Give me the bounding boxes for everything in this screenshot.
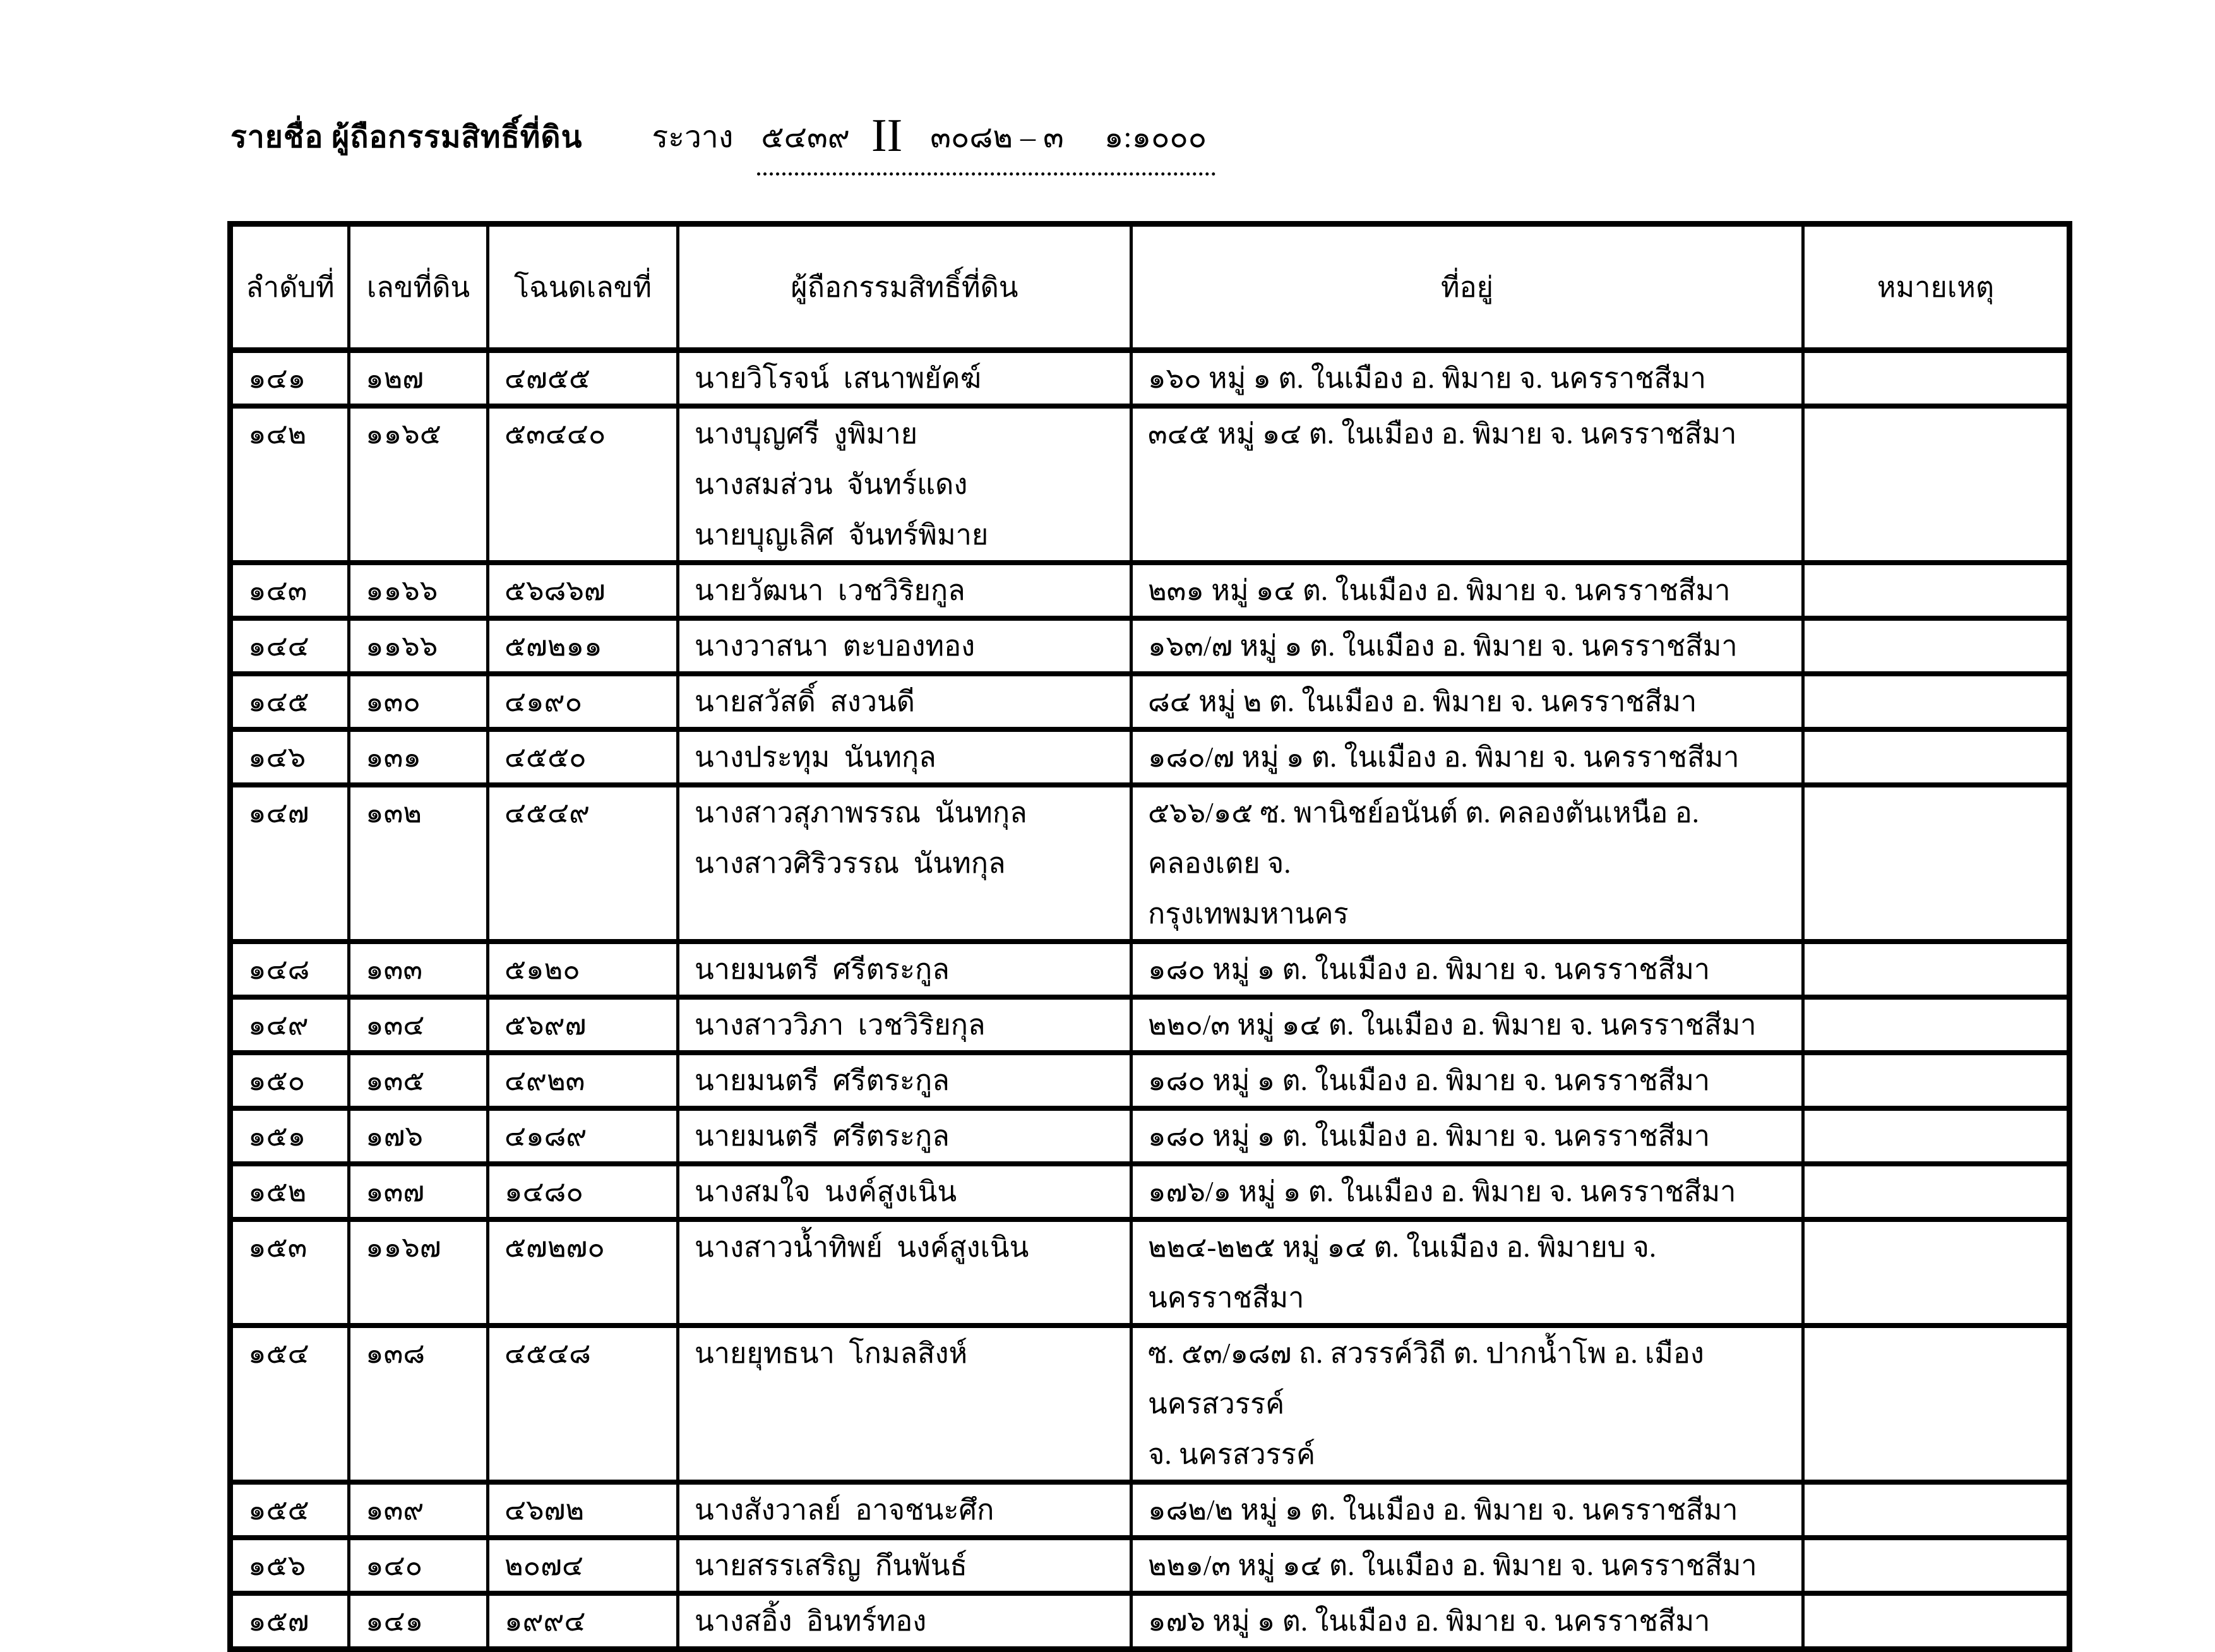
cell-address [1131, 1108, 1803, 1164]
cell-address [1131, 674, 1803, 729]
cell-owner-names-line: นายสรรเสริญ กึนพันธ์ [695, 1550, 967, 1581]
table-row [230, 1164, 2070, 1219]
cell-land-number: ๑๑๖๖ [349, 563, 488, 618]
cell-address-line: ๑๗๖ หมู่ ๑ ต. ในเมือง อ. พิมาย จ. นครราชสีมา [1148, 1605, 1711, 1637]
cell-order-number: ๑๔๕ [230, 674, 349, 729]
cell-deed-number: ๔๕๔๘ [488, 1326, 678, 1482]
cell-land-number: ๑๑๖๗ [349, 1219, 488, 1326]
cell-owner-names-line: นางบุญศรี งูพิมาย [695, 418, 918, 450]
cell-deed-number: ๕๑๒๐ [488, 942, 678, 997]
cell-order-number: ๑๕๗ [230, 1593, 349, 1649]
cell-remark [1803, 1164, 2070, 1219]
cell-land-number: ๑๓๘ [349, 1326, 488, 1482]
cell-order-number: ๑๔๔ [230, 618, 349, 674]
cell-address-line: ๑๗๖/๑ หมู่ ๑ ต. ในเมือง อ. พิมาย จ. นครราชสีมา [1148, 1176, 1736, 1207]
header-deed-number: โฉนดเลขที่ [488, 224, 678, 350]
cell-land-number: ๑๓๑ [349, 729, 488, 785]
cell-order-number: ๑๕๒ [230, 1164, 349, 1219]
table-row [230, 942, 2070, 997]
cell-address [1131, 1538, 1803, 1593]
cell-deed-number: ๕๗๒๑๑ [488, 618, 678, 674]
cell-address [1131, 942, 1803, 997]
cell-owner-names-line: นายมนตรี ศรีตระกูล [695, 1065, 950, 1096]
cell-deed-number: ๕๓๔๔๐ [488, 406, 678, 563]
cell-owner-names [678, 1219, 1131, 1326]
cell-land-number: ๑๓๐ [349, 674, 488, 729]
cell-deed-number: ๕๗๒๗๐ [488, 1219, 678, 1326]
cell-owner-names [678, 563, 1131, 618]
cell-deed-number: ๔๕๕๐ [488, 729, 678, 785]
cell-deed-number: ๔๑๘๙ [488, 1108, 678, 1164]
cell-owner-names-line: นางสาวศิริวรรณ นันทกุล [695, 847, 1006, 879]
table-row [230, 729, 2070, 785]
cell-address [1131, 1593, 1803, 1649]
table-row [230, 997, 2070, 1053]
cell-address [1131, 785, 1803, 942]
cell-order-number: ๑๕๐ [230, 1053, 349, 1108]
cell-land-number: ๑๓๙ [349, 1482, 488, 1538]
cell-owner-names-line: นางสาวสุภาพรรณ นันทกุล [695, 797, 1027, 829]
cell-owner-names-line: นางสมส่วน จันทร์แดง [695, 469, 968, 500]
table-row [230, 1219, 2070, 1326]
sheet-roman-numeral: II [871, 110, 903, 162]
cell-owner-names [678, 406, 1131, 563]
cell-owner-names-line: นายมนตรี ศรีตระกูล [695, 954, 950, 985]
cell-address-line: ๒๓๑ หมู่ ๑๔ ต. ในเมือง อ. พิมาย จ. นครราชสีมา [1148, 575, 1731, 606]
cell-owner-names [678, 1108, 1131, 1164]
table-row [230, 1108, 2070, 1164]
cell-remark [1803, 1326, 2070, 1482]
cell-land-number: ๑๓๗ [349, 1164, 488, 1219]
cell-land-number: ๑๔๐ [349, 1538, 488, 1593]
cell-deed-number: ๔๕๔๙ [488, 785, 678, 942]
cell-owner-names-line: นายวิโรจน์ เสนาพยัคฆ์ [695, 362, 982, 394]
cell-land-number: ๑๓๕ [349, 1053, 488, 1108]
cell-remark [1803, 1053, 2070, 1108]
table-row [230, 674, 2070, 729]
page-title: รายชื่อ ผู้ถือกรรมสิทธิ์ที่ดิน [230, 121, 583, 154]
cell-address [1131, 350, 1803, 407]
table-row [230, 1538, 2070, 1593]
table-row [230, 350, 2070, 407]
cell-remark [1803, 997, 2070, 1053]
cell-address-line: ซ. ๕๓/๑๘๗ ถ. สวรรค์วิถี ต. ปากน้ำโพ อ. เมืองนครสวรรค์ [1148, 1338, 1704, 1420]
cell-owner-names [678, 350, 1131, 407]
cell-address-line: ๑๖๐ หมู่ ๑ ต. ในเมือง อ. พิมาย จ. นครราชสีมา [1148, 362, 1707, 394]
cell-owner-names-line: นายสวัสดิ์ สงวนดี [695, 686, 916, 717]
cell-owner-names [678, 729, 1131, 785]
cell-owner-names-line: นายบุญเลิศ จันทร์พิมาย [695, 519, 989, 551]
cell-land-number: ๑๒๗ [349, 350, 488, 407]
cell-address [1131, 563, 1803, 618]
cell-address-line: ๑๘๐ หมู่ ๑ ต. ในเมือง อ. พิมาย จ. นครราชสีมา [1148, 1120, 1711, 1152]
cell-owner-names [678, 785, 1131, 942]
sheet-label: ระวาง [652, 121, 734, 154]
cell-address [1131, 406, 1803, 563]
cell-remark [1803, 785, 2070, 942]
cell-address-line: ๑๘๐/๗ หมู่ ๑ ต. ในเมือง อ. พิมาย จ. นครราชสีมา [1148, 741, 1740, 773]
table-header-row [230, 224, 2070, 350]
cell-order-number: ๑๔๓ [230, 563, 349, 618]
cell-owner-names-line: นายมนตรี ศรีตระกูล [695, 1120, 950, 1152]
cell-remark [1803, 406, 2070, 563]
cell-owner-names-line: นางสาวน้ำทิพย์ นงค์สูงเนิน [695, 1231, 1029, 1263]
cell-remark [1803, 1219, 2070, 1326]
header-land-number: เลขที่ดิน [349, 224, 488, 350]
table-header [230, 224, 2070, 350]
cell-remark [1803, 1593, 2070, 1649]
cell-owner-names-line: นางสมใจ นงค์สูงเนิน [695, 1176, 957, 1207]
header-owner: ผู้ถือกรรมสิทธิ์ที่ดิน [678, 224, 1131, 350]
cell-owner-names-line: นางสอิ้ง อินทร์ทอง [695, 1605, 927, 1637]
cell-address [1131, 1053, 1803, 1108]
cell-order-number: ๑๔๗ [230, 785, 349, 942]
cell-remark [1803, 1482, 2070, 1538]
header-address: ที่อยู่ [1131, 224, 1803, 350]
cell-order-number: ๑๔๑ [230, 350, 349, 407]
land-table-body [230, 350, 2070, 1649]
cell-deed-number: ๔๑๙๐ [488, 674, 678, 729]
cell-owner-names [678, 1164, 1131, 1219]
cell-land-number: ๑๓๓ [349, 942, 488, 997]
cell-remark [1803, 350, 2070, 407]
cell-remark [1803, 1108, 2070, 1164]
cell-order-number: ๑๔๒ [230, 406, 349, 563]
cell-land-number: ๑๑๖๕ [349, 406, 488, 563]
cell-deed-number: ๕๖๙๗ [488, 997, 678, 1053]
cell-owner-names [678, 1538, 1131, 1593]
table-row [230, 785, 2070, 942]
sheet-scale: ๑:๑๐๐๐ [1104, 121, 1207, 154]
cell-owner-names-line: นางสังวาลย์ อาจชนะศึก [695, 1494, 994, 1526]
cell-address-line: ๑๘๐ หมู่ ๑ ต. ในเมือง อ. พิมาย จ. นครราชสีมา [1148, 954, 1711, 985]
cell-owner-names-line: นางสาววิภา เวชวิริยกุล [695, 1009, 986, 1041]
cell-address [1131, 1482, 1803, 1538]
cell-order-number: ๑๔๘ [230, 942, 349, 997]
table-row [230, 563, 2070, 618]
cell-address-line: ๑๘๒/๒ หมู่ ๑ ต. ในเมือง อ. พิมาย จ. นครราชสีมา [1148, 1494, 1738, 1526]
cell-owner-names [678, 1053, 1131, 1108]
cell-order-number: ๑๕๖ [230, 1538, 349, 1593]
cell-owner-names-line: นายยุทธนา โกมลสิงห์ [695, 1338, 968, 1369]
cell-order-number: ๑๔๙ [230, 997, 349, 1053]
cell-address-line: ๑๖๓/๗ หมู่ ๑ ต. ในเมือง อ. พิมาย จ. นครราชสีมา [1148, 630, 1738, 662]
cell-order-number: ๑๕๑ [230, 1108, 349, 1164]
cell-address [1131, 997, 1803, 1053]
cell-address-line: ๕๖๖/๑๕ ซ. พานิชย์อนันต์ ต. คลองตันเหนือ อ. คลองเตย จ. [1148, 797, 1707, 879]
cell-order-number: ๑๕๕ [230, 1482, 349, 1538]
cell-land-number: ๑๑๖๖ [349, 618, 488, 674]
cell-remark [1803, 1538, 2070, 1593]
cell-order-number: ๑๔๖ [230, 729, 349, 785]
cell-address-line: กรุงเทพมหานคร [1148, 898, 1349, 930]
table-row [230, 406, 2070, 563]
cell-land-number: ๑๗๖ [349, 1108, 488, 1164]
cell-deed-number: ๔๙๒๓ [488, 1053, 678, 1108]
cell-owner-names-line: นางประทุม นันทกุล [695, 741, 936, 773]
landowner-table [227, 221, 2072, 1652]
cell-address-line: ๓๔๕ หมู่ ๑๔ ต. ในเมือง อ. พิมาย จ. นครราชสีมา [1148, 418, 1737, 450]
cell-address-line: ๒๒๑/๓ หมู่ ๑๔ ต. ในเมือง อ. พิมาย จ. นครราชสีมา [1148, 1550, 1757, 1581]
table-row [230, 1482, 2070, 1538]
cell-owner-names-line: นางวาสนา ตะบองทอง [695, 630, 976, 662]
table-row [230, 1053, 2070, 1108]
sheet-range: ๓๐๘๒ – ๓ [930, 121, 1064, 154]
cell-remark [1803, 618, 2070, 674]
cell-address-line: ๘๔ หมู่ ๒ ต. ในเมือง อ. พิมาย จ. นครราชสีมา [1148, 686, 1697, 717]
cell-owner-names [678, 1593, 1131, 1649]
cell-owner-names-line: นายวัฒนา เวชวิริยกูล [695, 575, 965, 606]
cell-order-number: ๑๕๓ [230, 1219, 349, 1326]
cell-owner-names [678, 1482, 1131, 1538]
cell-owner-names [678, 618, 1131, 674]
header-order-number: ลำดับที่ [230, 224, 349, 350]
cell-address [1131, 729, 1803, 785]
cell-address [1131, 618, 1803, 674]
cell-remark [1803, 942, 2070, 997]
cell-address [1131, 1219, 1803, 1326]
cell-remark [1803, 729, 2070, 785]
cell-order-number: ๑๕๔ [230, 1326, 349, 1482]
cell-address [1131, 1164, 1803, 1219]
cell-address-line: ๒๒๔-๒๒๕ หมู่ ๑๔ ต. ในเมือง อ. พิมายบ จ. นครราชสีมา [1148, 1231, 1664, 1314]
cell-address-line: ๒๒๐/๓ หมู่ ๑๔ ต. ในเมือง อ. พิมาย จ. นครราชสีมา [1148, 1009, 1757, 1041]
cell-deed-number: ๑๙๙๔ [488, 1593, 678, 1649]
cell-deed-number: ๕๖๘๖๗ [488, 563, 678, 618]
cell-owner-names [678, 674, 1131, 729]
table-row [230, 1593, 2070, 1649]
cell-land-number: ๑๓๒ [349, 785, 488, 942]
cell-owner-names [678, 1326, 1131, 1482]
document-title-row [230, 107, 1215, 176]
cell-address-line: จ. นครสวรรค์ [1148, 1439, 1316, 1470]
cell-deed-number: ๒๐๗๔ [488, 1538, 678, 1593]
cell-deed-number: ๑๔๘๐ [488, 1164, 678, 1219]
cell-remark [1803, 563, 2070, 618]
cell-address-line: ๑๘๐ หมู่ ๑ ต. ในเมือง อ. พิมาย จ. นครราชสีมา [1148, 1065, 1711, 1096]
cell-owner-names [678, 942, 1131, 997]
cell-deed-number: ๔๗๕๕ [488, 350, 678, 407]
cell-owner-names [678, 997, 1131, 1053]
header-remarks: หมายเหตุ [1803, 224, 2070, 350]
table-row [230, 618, 2070, 674]
cell-deed-number: ๔๖๗๒ [488, 1482, 678, 1538]
table-row [230, 1326, 2070, 1482]
sheet-number: ๕๔๓๙ [761, 121, 850, 154]
cell-remark [1803, 674, 2070, 729]
sheet-designation [757, 107, 1215, 176]
cell-address [1131, 1326, 1803, 1482]
cell-land-number: ๑๓๔ [349, 997, 488, 1053]
cell-land-number: ๑๔๑ [349, 1593, 488, 1649]
